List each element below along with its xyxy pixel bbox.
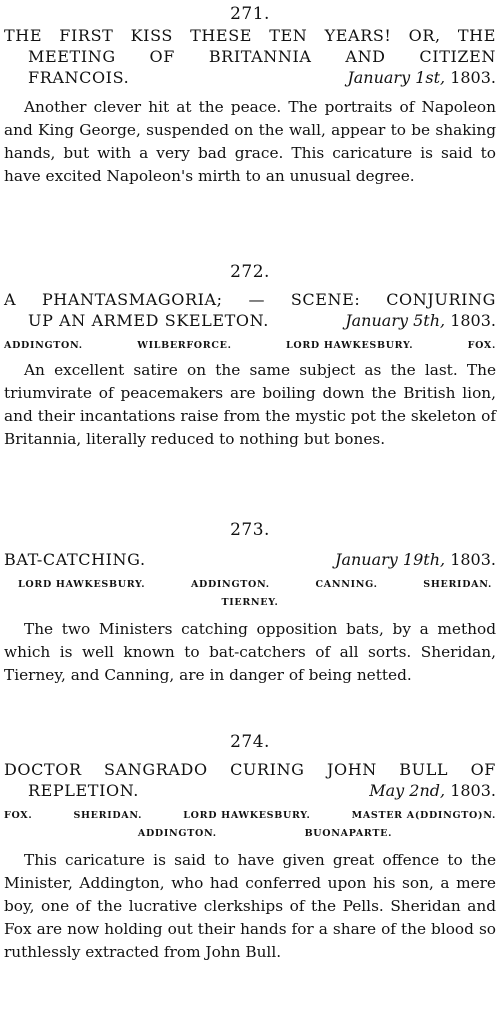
entry-date-year: 1803. — [450, 781, 496, 800]
entry-title-text: UP AN ARMED SKELETON. — [28, 311, 269, 330]
entry-title-text: REPLETION. — [28, 781, 139, 800]
entry-date — [369, 780, 496, 801]
entry-title-line — [4, 549, 496, 570]
entry-names — [4, 576, 496, 594]
entry-title-line — [4, 310, 496, 331]
entry-date — [335, 549, 496, 570]
entry-title-line: A PHANTASMAGORIA; — SCENE: CONJURING — [4, 290, 496, 309]
entry-description: An excellent satire on the same subject as the last. The triumvirate of peacemakers are boiling down the British lion, and their incantations raise from the mystic pot the skeleton of Britannia, literally reduced to nothing but bones. — [4, 361, 496, 448]
entry-names — [4, 337, 496, 355]
entry-number: 272. — [230, 262, 270, 282]
entry-273 — [4, 520, 496, 687]
entry-date-day: January 19th, — [335, 550, 446, 569]
entry-description: This caricature is said to have given great offence to the Minister, Addington, who had conferred upon his son, a mere boy, one of the lucrative clerkships of the Pells. Sheridan and Fox are now holding out their hands for a share of the blood so ruthlessly extracted from John Bull. — [4, 851, 496, 961]
entry-date-year: 1803. — [450, 68, 496, 87]
entry-date-day: May 2nd, — [369, 781, 446, 800]
entry-number: 271. — [230, 4, 270, 24]
entry-date-day: January 1st, — [347, 68, 446, 87]
entry-number: 273. — [230, 520, 270, 540]
entry-title-line — [4, 67, 496, 88]
entry-date — [347, 67, 496, 88]
entry-title-line: DOCTOR SANGRADO CURING JOHN BULL OF — [4, 760, 496, 779]
name-label: LORD HAWKESBURY. — [285, 340, 414, 351]
name-label: CANNING. — [315, 579, 378, 590]
name-label: FOX. — [4, 810, 33, 821]
name-label: BUONAPARTE. — [304, 828, 393, 839]
name-label: ADDINGTON. — [137, 828, 217, 839]
entry-names-second-line — [4, 594, 496, 612]
entry-date-day: January 5th, — [345, 311, 446, 330]
name-label: SHERIDAN. — [73, 810, 143, 821]
entry-title-text: BAT-CATCHING. — [4, 550, 146, 569]
name-label: WILBERFORCE. — [137, 340, 232, 351]
entry-date — [345, 310, 496, 331]
name-label: MASTER A(DDINGTO)N. — [351, 810, 496, 821]
name-label: TIERNEY. — [221, 597, 279, 608]
name-label: FOX. — [467, 340, 496, 351]
entry-date-year: 1803. — [450, 550, 496, 569]
entry-title-line: THE FIRST KISS THESE TEN YEARS! OR, THE — [4, 26, 496, 45]
entry-title-text: FRANCOIS. — [28, 68, 130, 87]
name-label: LORD HAWKESBURY. — [183, 810, 311, 821]
entry-274 — [4, 732, 496, 964]
entry-date-year: 1803. — [450, 311, 496, 330]
entry-title-line — [4, 780, 496, 801]
name-label: ADDINGTON. — [190, 579, 270, 590]
entry-title-line: MEETING OF BRITANNIA AND CITIZEN — [28, 47, 496, 66]
name-label: LORD HAWKESBURY. — [18, 579, 146, 590]
entry-names — [4, 807, 496, 825]
name-label: SHERIDAN. — [423, 579, 492, 590]
entry-description: The two Ministers catching opposition bats, by a method which is well known to bat-catchers of all sorts. Sheridan, Tierney, and Canning, are in danger of being netted. — [4, 620, 496, 684]
name-label: ADDINGTON. — [4, 340, 83, 351]
entry-272 — [4, 262, 496, 451]
entry-271 — [4, 4, 496, 188]
entry-number: 274. — [230, 732, 270, 752]
entry-names-second-line — [4, 825, 496, 843]
entry-description: Another clever hit at the peace. The portraits of Napoleon and King George, suspended on the wall, appear to be shaking hands, but with a very bad grace. This caricature is said to have excited Napoleon's mirth to an unusual degree. — [4, 98, 496, 185]
